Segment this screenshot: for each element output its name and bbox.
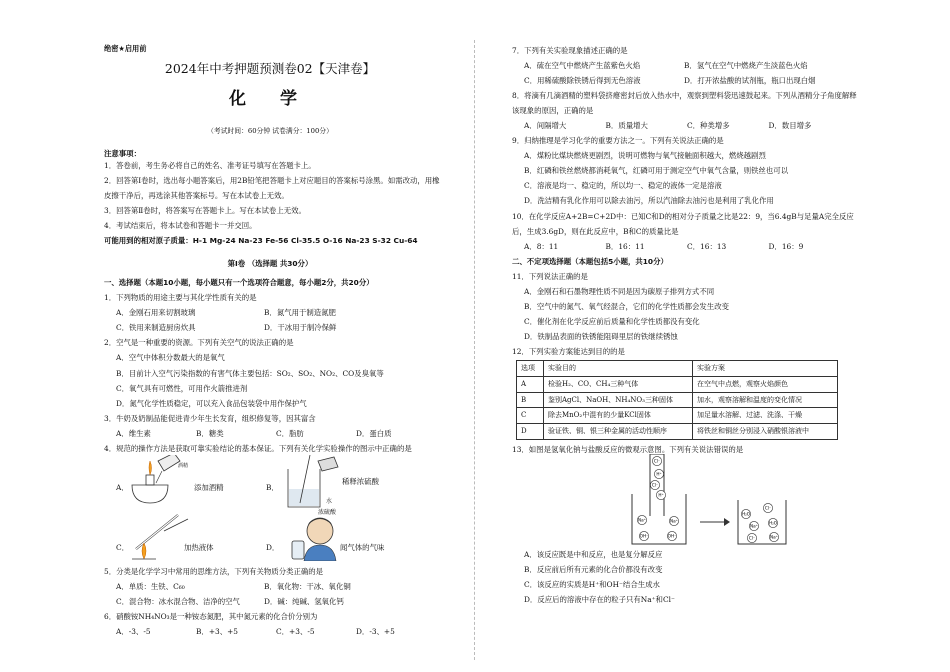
q7-option-b: B．氢气在空气中燃烧产生淡蓝色火焰 <box>684 61 808 71</box>
ion-label: H₂O <box>768 520 778 526</box>
q5-option-a: A．单质：生铁、C₆₀ <box>116 581 185 591</box>
q10-stem-line1: 10．在化学反应A+2B=C+2D中：已知C和D的相对分子质量之比是22：9，当6.4gB与足量A完全反应 <box>512 211 854 221</box>
smelling-figure <box>284 513 340 561</box>
table-cell: 加足量水溶解、过滤、洗涤、干燥 <box>693 408 838 424</box>
table-header-cell: 实验目的 <box>544 361 693 377</box>
q4-option-d: D． <box>266 542 280 552</box>
table-cell: 验证铁、铜、银三种金属的活动性顺序 <box>544 424 693 440</box>
q11-stem: 11．下列说法正确的是 <box>512 271 588 281</box>
q7-option-a: A．硫在空气中燃烧产生蓝紫色火焰 <box>524 61 641 71</box>
q6-options <box>104 627 436 636</box>
table-cell: 加水，观察溶解和温度的变化情况 <box>693 392 838 408</box>
notes-heading: 注意事项： <box>104 148 141 158</box>
table-row <box>517 408 838 424</box>
ion-label: Cl⁻ <box>764 505 772 511</box>
q9-option-a: A．煤粉比煤块燃烧更剧烈，说明可燃物与氧气接触面积越大，燃烧越剧烈 <box>524 151 766 161</box>
q5-option-b: B．氧化物：干冰、氧化铜 <box>264 581 351 591</box>
q12-stem: 12．下列实验方案能达到目的的是 <box>512 346 625 356</box>
q10-option-d: D．16：9 <box>768 241 804 251</box>
q10-option-c: C．16：13 <box>687 241 727 251</box>
table-cell: 在空气中点燃，观察火焰颜色 <box>693 376 838 392</box>
q5-option-d: D．碱：纯碱、氢氧化钙 <box>264 596 344 606</box>
q8-options <box>512 121 850 130</box>
q1-options-row1 <box>104 308 436 317</box>
ion-label: OH⁻ <box>639 533 649 539</box>
table-row <box>517 376 838 392</box>
q9-option-b: B．红磷和铁丝燃烧都消耗氧气，红磷可用于测定空气中氧气含量，则铁丝也可以 <box>524 166 789 176</box>
exam-meta: （考试时间：60分钟 试卷满分：100分） <box>207 127 333 136</box>
q11-option-d: D．铁制品表面的铁锈能阻碍里层的铁继续锈蚀 <box>524 331 678 341</box>
section1-heading: 一、选择题（本题10小题，每小题只有一个选项符合题意，每小题2分，共20分） <box>104 278 374 288</box>
q2-option-a: A．空气中体积分数最大的是氧气 <box>116 353 225 363</box>
q3-option-c: C．脂肪 <box>276 428 304 438</box>
ion-label: Cl⁻ <box>748 535 756 541</box>
ion-labels <box>638 459 778 541</box>
q1-options-row2 <box>104 323 436 332</box>
ion-label: OH⁻ <box>667 533 677 539</box>
atomic-masses: 可能用到的相对原子质量：H-1 Mg-24 Na-23 Fe-56 Cl-35.5 O-16 Na-23 S-32 Cu-64 <box>104 236 418 246</box>
q5-stem: 5．分类是化学学习中常用的思维方法，下列有关物质分类正确的是 <box>104 566 324 576</box>
left-column <box>104 44 440 636</box>
secret-label: 绝密★启用前 <box>104 44 147 53</box>
q3-option-d: D．蛋白质 <box>356 428 392 438</box>
q1-stem: 1．下列物质的用途主要与其化学性质有关的是 <box>104 293 257 303</box>
table-header-row <box>517 361 838 377</box>
q9-option-c: C．溶液是均一、稳定的，所以均一、稳定的液体一定是溶液 <box>524 181 722 191</box>
table-cell: B <box>517 392 544 408</box>
q7-options-row2 <box>512 76 850 85</box>
q12-table <box>516 360 838 440</box>
ion-label: Cl⁻ <box>651 482 659 488</box>
q10-stem-line2: 后，生成3.6gD，则在此反应中，B和C的质量比是 <box>512 226 679 236</box>
q10-options <box>512 242 850 251</box>
q4-a-caption: 添加酒精 <box>194 482 224 492</box>
ion-label: H⁺ <box>656 471 662 477</box>
note-item: 1．答卷前，考生务必将自己的姓名、准考证号填写在答题卡上。 <box>104 160 316 170</box>
subject-title: 化 学 <box>229 89 311 110</box>
neutralization-diagram <box>628 454 828 546</box>
ion-label: Na⁺ <box>770 534 778 540</box>
table-row <box>517 392 838 408</box>
q4-stem: 4．规范的操作方法是获取可靠实验结论的基本保证。下列有关化学实验操作的图示中正确的是 <box>104 443 412 453</box>
q3-stem: 3．牛奶及奶制品能促进青少年生长发育，组织修复等，因其富含 <box>104 413 316 423</box>
q1-option-b: B．氮气用于制造氮肥 <box>264 308 336 318</box>
q11-option-c: C．催化剂在化学反应前后质量和化学性质都没有变化 <box>524 316 700 326</box>
q13-option-c: C．该反应的实质是H⁺和OH⁻结合生成水 <box>524 580 660 590</box>
q5-options-row1 <box>104 582 436 591</box>
ion-circles <box>637 457 778 543</box>
q1-option-c: C．铁用来制造厨房炊具 <box>116 323 196 333</box>
q2-option-b: B．目前计入空气污染指数的有害气体主要包括：SO₂、SO₂、NO₂、CO及臭氧等 <box>116 368 384 378</box>
q7-options-row1 <box>512 61 850 70</box>
q13-option-a: A．该反应既是中和反应，也是复分解反应 <box>524 550 663 560</box>
q2-option-c: C．氧气具有可燃性，可用作火箭推进剂 <box>116 383 248 393</box>
q3-option-b: B．糖类 <box>196 428 224 438</box>
q9-stem: 9．归纳推理是学习化学的重要方法之一。下列有关说法正确的是 <box>512 136 724 146</box>
table-cell: C <box>517 408 544 424</box>
q8-stem-line1: 8．将滴有几滴酒精的塑料袋挤瘪密封后放入热水中，观察到塑料袋迅速鼓起来。下列从酒精分子角度解释 <box>512 91 857 101</box>
q11-option-b: B．空气中的氮气、氧气经混合，它们的化学性质都会发生改变 <box>524 301 729 311</box>
q4-figures <box>104 453 436 561</box>
q6-option-c: C．+3、-5 <box>276 626 315 636</box>
section2-heading: 二、不定项选择题（本题包括5小题，共10分） <box>512 256 668 266</box>
q4-b-water-label: 水 <box>326 497 333 505</box>
table-header-cell: 选项 <box>517 361 544 377</box>
exam-title: 2024年中考押题预测卷02【天津卷】 <box>164 61 376 76</box>
table-cell: 将铁丝和铜丝分别浸入硝酸银溶液中 <box>693 424 838 440</box>
q7-option-c: C．用稀硫酸除铁锈后得到无色溶液 <box>524 76 641 86</box>
q7-stem: 7．下列有关实验现象描述正确的是 <box>512 46 628 55</box>
table-header-cell: 实验方案 <box>693 361 838 377</box>
ion-label: H⁺ <box>658 492 664 498</box>
q9-option-d: D．洗洁精有乳化作用可以除去油污，所以汽油除去油污也是利用了乳化作用 <box>524 196 774 206</box>
q1-option-d: D．干冰用于制冷保鲜 <box>264 323 337 333</box>
ion-label: Na⁺ <box>638 517 646 523</box>
q8-option-c: C．种类增多 <box>687 121 730 131</box>
q13-option-d: D．反应后的溶液中存在的粒子只有Na⁺和Cl⁻ <box>524 595 675 605</box>
q4-option-b: B． <box>266 482 279 492</box>
q2-stem: 2．空气是一种重要的资源。下列有关空气的说法正确的是 <box>104 338 294 348</box>
q6-option-b: B．+3、+5 <box>196 626 239 636</box>
q4-d-caption: 闻气体的气味 <box>340 542 385 552</box>
q6-option-a: A．-3、-5 <box>116 626 151 636</box>
q13-option-b: B．反应前后所有元素的化合价都没有改变 <box>524 565 663 575</box>
heating-tube-figure <box>126 511 196 561</box>
ion-label: Na⁺ <box>750 523 758 529</box>
q3-options <box>104 429 436 438</box>
table-cell: 鉴别AgCl、NaOH、NH₄NO₃三种固体 <box>544 392 693 408</box>
q11-option-a: A．金刚石和石墨物理性质不同是因为碳原子排列方式不同 <box>524 286 715 296</box>
part1-heading: 第Ⅰ卷 （选择题 共30分） <box>227 258 313 268</box>
note-item: 皮擦干净后，再选涂其他答案标号。写在本试卷上无效。 <box>104 191 289 200</box>
q5-option-c: C．混合物：冰水混合物、洁净的空气 <box>116 596 240 606</box>
q8-option-b: B．质量增大 <box>605 121 648 131</box>
note-item: 3．回答第Ⅱ卷时，将答案写在答题卡上。写在本试卷上无效。 <box>104 206 306 216</box>
note-item: 4．考试结束后，将本试卷和答题卡一并交回。 <box>104 221 257 231</box>
q4-option-a: A． <box>116 482 129 492</box>
table-cell: 除去MnO₂中混有的少量KCl固体 <box>544 408 693 424</box>
table-cell: D <box>517 424 544 440</box>
ion-label: H₂O <box>741 511 751 517</box>
q7-option-d: D．打开浓盐酸的试剂瓶，瓶口出现白烟 <box>684 76 816 86</box>
q4-c-caption: 加热液体 <box>184 542 214 552</box>
q5-options-row2 <box>104 597 436 606</box>
q13-stem: 13．如图是氢氧化钠与盐酸反应的微观示意图。下列有关说法错误的是 <box>512 444 744 454</box>
q4-a-small-label: 酒精 <box>178 462 189 469</box>
q1-option-a: A．金刚石用来切割玻璃 <box>116 308 196 318</box>
q2-option-d: D．氮气化学性质稳定，可以充入食品包装袋中用作保护气 <box>116 398 307 408</box>
ion-label: Cl⁻ <box>653 458 661 464</box>
q4-option-c: C． <box>116 542 130 552</box>
q6-option-d: D．-3、+5 <box>356 626 395 636</box>
column-divider <box>474 40 475 660</box>
q8-stem-line2: 该现象的原因，正确的是 <box>512 106 594 116</box>
q6-stem: 6．硝酸铵NH₄NO₃是一种铵态氮肥，其中氮元素的化合价分别为 <box>104 611 318 621</box>
q10-option-b: B．16：11 <box>605 241 645 251</box>
q3-option-a: A．维生素 <box>116 428 151 438</box>
q8-option-d: D．数目增多 <box>768 121 812 131</box>
right-column <box>512 46 857 605</box>
q10-option-a: A．8：11 <box>524 241 559 251</box>
note-item: 2．回答第Ⅰ卷时，选出每小题答案后，用2B铅笔把答题卡上对应题目的答案标号涂黑。如需改动，用橡 <box>104 175 440 185</box>
table-cell: 检验H₂、CO、CH₄三种气体 <box>544 376 693 392</box>
q4-b-acid-label: 浓硫酸 <box>318 508 337 516</box>
table-cell: A <box>517 376 544 392</box>
q8-option-a: A．间隔增大 <box>524 121 567 131</box>
table-row <box>517 424 838 440</box>
ion-label: Na⁺ <box>670 518 678 524</box>
q4-b-caption: 稀释浓硫酸 <box>342 476 379 486</box>
